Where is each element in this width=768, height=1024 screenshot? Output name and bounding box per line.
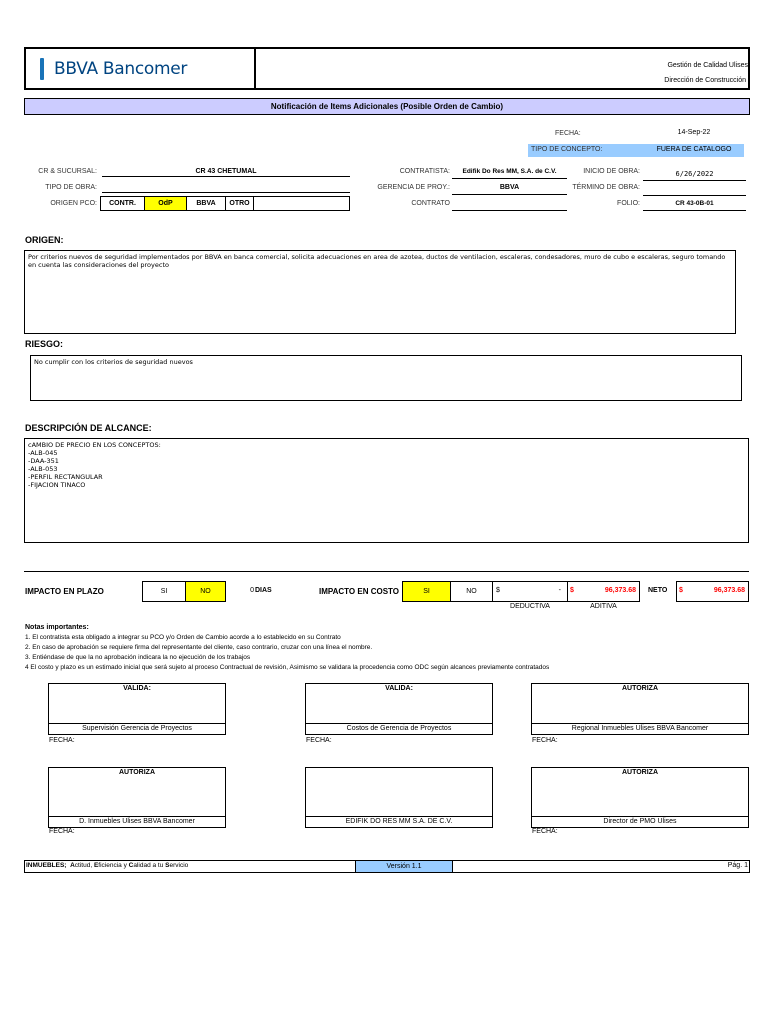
deductiva-currency: $	[496, 587, 500, 594]
origen-option-otro-label: OTRO	[229, 200, 250, 207]
footer-version-text: Versión 1.1	[386, 863, 422, 870]
neto-currency: $	[679, 587, 683, 594]
plazo-dias-value[interactable]: 0	[250, 587, 254, 594]
header-line1: Gestión de Calidad Ulises	[667, 62, 748, 69]
footer-slogan-a-rest: ctitud,	[74, 862, 94, 869]
neto-field[interactable]	[676, 581, 749, 602]
contratista-label: CONTRATISTA:	[399, 168, 450, 175]
riesgo-title: RIESGO:	[25, 339, 64, 349]
origen-option-odp-label: OdP	[158, 200, 173, 207]
header-divider	[254, 47, 256, 90]
costo-si-label: SI	[423, 588, 430, 595]
signature-foot: Supervisión Gerencia de Proyectos	[49, 723, 225, 734]
alcance-text: cAMBIO DE PRECIO EN LOS CONCEPTOS: -ALB-045 -DAA-351 -ALB-053 -PERFIL RECTANGULAR -FIJACION TINACO	[28, 441, 161, 489]
origen-option-contr[interactable]	[100, 196, 145, 211]
footer-slogan-a: A	[70, 862, 75, 869]
inicio-obra-label: INICIO DE OBRA:	[583, 168, 640, 175]
inicio-obra-value[interactable]: 6/26/2022	[675, 170, 714, 178]
signature-foot: D. Inmuebles Ulises BBVA Bancomer	[49, 816, 225, 827]
signature-fecha: FECHA:	[49, 828, 75, 835]
contratista-underline	[452, 178, 567, 179]
footer-page: Pág. 1	[727, 862, 748, 869]
signature-head: AUTORIZA	[621, 685, 659, 692]
footer-slogan-e: E	[93, 862, 99, 869]
signature-box-regional[interactable]	[531, 683, 749, 735]
tipo-obra-underline[interactable]	[102, 192, 350, 193]
signature-fecha: FECHA:	[306, 737, 332, 744]
plazo-si-label: SI	[160, 588, 168, 595]
footer-slogan-c: C	[128, 862, 134, 869]
signature-foot: Costos de Gerencia de Proyectos	[306, 723, 492, 734]
signature-fecha: FECHA:	[532, 828, 558, 835]
origen-option-bbva-label: BBVA	[196, 200, 216, 207]
footer-slogan-s-rest: ervicio	[169, 862, 189, 869]
termino-obra-underline[interactable]	[643, 195, 746, 196]
aditiva-currency: $	[570, 587, 574, 594]
alcance-title: DESCRIPCIÓN DE ALCANCE:	[25, 423, 152, 433]
nota-4: 4 El costo y plazo es un estimado inicial que será sujeto al proceso Contractual de revisión, Asimismo se validara la procedencia como ODC según alcances previamente contratados	[25, 664, 550, 671]
contrato-underline[interactable]	[452, 210, 567, 211]
signature-box-edifik[interactable]	[305, 767, 493, 828]
origen-option-blank[interactable]	[253, 196, 350, 211]
tipo-concepto-label: TIPO DE CONCEPTO:	[531, 146, 603, 153]
footer-slogan	[26, 862, 188, 869]
cr-sucursal-label: CR & SUCURSAL:	[38, 168, 97, 175]
plazo-dias-label: DIAS	[255, 587, 272, 594]
tipo-obra-label: TIPO DE OBRA:	[45, 184, 97, 191]
deductiva-label: DEDUCTIVA	[510, 603, 550, 610]
signature-box-costos[interactable]	[305, 683, 493, 735]
origen-textarea[interactable]	[24, 250, 736, 334]
signature-head: VALIDA:	[385, 685, 413, 692]
footer-slogan-c-rest: alidad a tu	[133, 862, 166, 869]
origen-option-odp[interactable]	[144, 196, 187, 211]
fecha-value[interactable]: 14-Sep-22	[677, 129, 711, 136]
alcance-textarea[interactable]	[24, 438, 749, 543]
signature-box-d-inmuebles[interactable]	[48, 767, 226, 828]
footer-slogan-e-rest: ficiencia y	[98, 862, 129, 869]
deductiva-field[interactable]	[492, 581, 568, 602]
folio-label: FOLIO:	[617, 200, 640, 207]
logo-mark-icon	[40, 58, 44, 80]
folio-value[interactable]: CR 43-0B-01	[675, 200, 714, 207]
nota-3: 3. Entiéndase de que la no aprobación indicara la no ejecución de los trabajos	[25, 654, 251, 661]
nota-1: 1. El contratista esta obligado a integrar su PCO y/o Orden de Cambio acorde a lo establecido en su Contrato	[25, 634, 341, 641]
plazo-no-option[interactable]	[185, 581, 226, 602]
plazo-no-label: NO	[200, 588, 211, 595]
inicio-obra-underline	[643, 180, 746, 181]
gerencia-label: GERENCIA DE PROY.:	[377, 184, 450, 191]
costo-si-option[interactable]	[402, 581, 451, 602]
contrato-label: CONTRATO	[411, 200, 450, 207]
nota-2: 2. En caso de aprobación se requiere firma del representante del cliente, caso contrario, cruzar con una línea el nombre.	[25, 644, 373, 651]
signature-head: VALIDA:	[123, 685, 151, 692]
deductiva-value: -	[558, 587, 561, 594]
impacto-costo-label: IMPACTO EN COSTO	[319, 587, 400, 596]
footer-version	[355, 861, 453, 872]
origen-option-contr-label: CONTR.	[109, 200, 136, 207]
cr-sucursal-underline	[102, 176, 350, 177]
costo-no-option[interactable]	[450, 581, 493, 602]
fecha-label: FECHA:	[555, 130, 581, 137]
gerencia-underline	[452, 194, 567, 195]
signature-fecha: FECHA:	[532, 737, 558, 744]
bbva-logo	[40, 55, 187, 83]
neto-label: NETO	[648, 587, 668, 594]
aditiva-value: 96,373.68	[604, 587, 636, 594]
origen-option-bbva[interactable]	[186, 196, 226, 211]
logo-text: BBVA Bancomer	[54, 59, 188, 79]
signature-foot: Regional Inmuebles Ulises BBVA Bancomer	[532, 723, 748, 734]
termino-obra-label: TÉRMINO DE OBRA:	[572, 184, 640, 191]
folio-underline	[643, 210, 746, 211]
cr-sucursal-value[interactable]: CR 43 CHETUMAL	[195, 168, 257, 175]
signature-head: AUTORIZA	[118, 769, 156, 776]
signature-foot: Director de PMO Ulises	[532, 816, 748, 827]
neto-value: 96,373.68	[713, 587, 745, 594]
aditiva-field[interactable]	[567, 581, 640, 602]
section-divider	[24, 571, 749, 572]
riesgo-text: No cumplir con los criterios de seguridad nuevos	[34, 358, 193, 366]
origen-option-otro[interactable]	[225, 196, 254, 211]
document-title-bar	[24, 98, 750, 115]
signature-foot: EDIFIK DO RES MM S.A. DE C.V.	[306, 816, 492, 827]
signature-fecha: FECHA:	[49, 737, 75, 744]
signature-box-pmo[interactable]	[531, 767, 749, 828]
contratista-value[interactable]: Edifik Do Res MM, S.A. de C.V.	[462, 168, 557, 175]
header-line2: Dirección de Construcción	[664, 77, 746, 84]
origen-title: ORIGEN:	[25, 235, 64, 245]
footer-slogan-bold: INMUEBLES;	[26, 862, 67, 869]
signature-head: AUTORIZA	[621, 769, 659, 776]
tipo-concepto-value[interactable]: FUERA DE CATALOGO	[656, 146, 732, 153]
aditiva-label: ADITIVA	[590, 603, 617, 610]
costo-no-label: NO	[466, 588, 477, 595]
gerencia-value[interactable]: BBVA	[499, 184, 520, 191]
document-title: Notificación de Items Adicionales (Posible Orden de Cambio)	[270, 102, 504, 111]
origen-pco-label: ORIGEN PCO:	[50, 200, 97, 207]
plazo-si-option[interactable]	[142, 581, 186, 602]
impacto-plazo-label: IMPACTO EN PLAZO	[25, 587, 104, 596]
signature-box-supervision[interactable]	[48, 683, 226, 735]
notas-title: Notas importantes:	[25, 624, 89, 631]
riesgo-textarea[interactable]	[30, 355, 742, 401]
footer-slogan-s: S	[165, 862, 170, 869]
origen-text: Por criterios nuevos de seguridad implementados por BBVA en banca comercial, solicita adecuaciones en area de azotea, ductos de ventilacion, escaleras, condesadores, muro de cubo e escaleras, seguro tomando en cuenta las consideraciones del proyecto	[28, 253, 726, 269]
